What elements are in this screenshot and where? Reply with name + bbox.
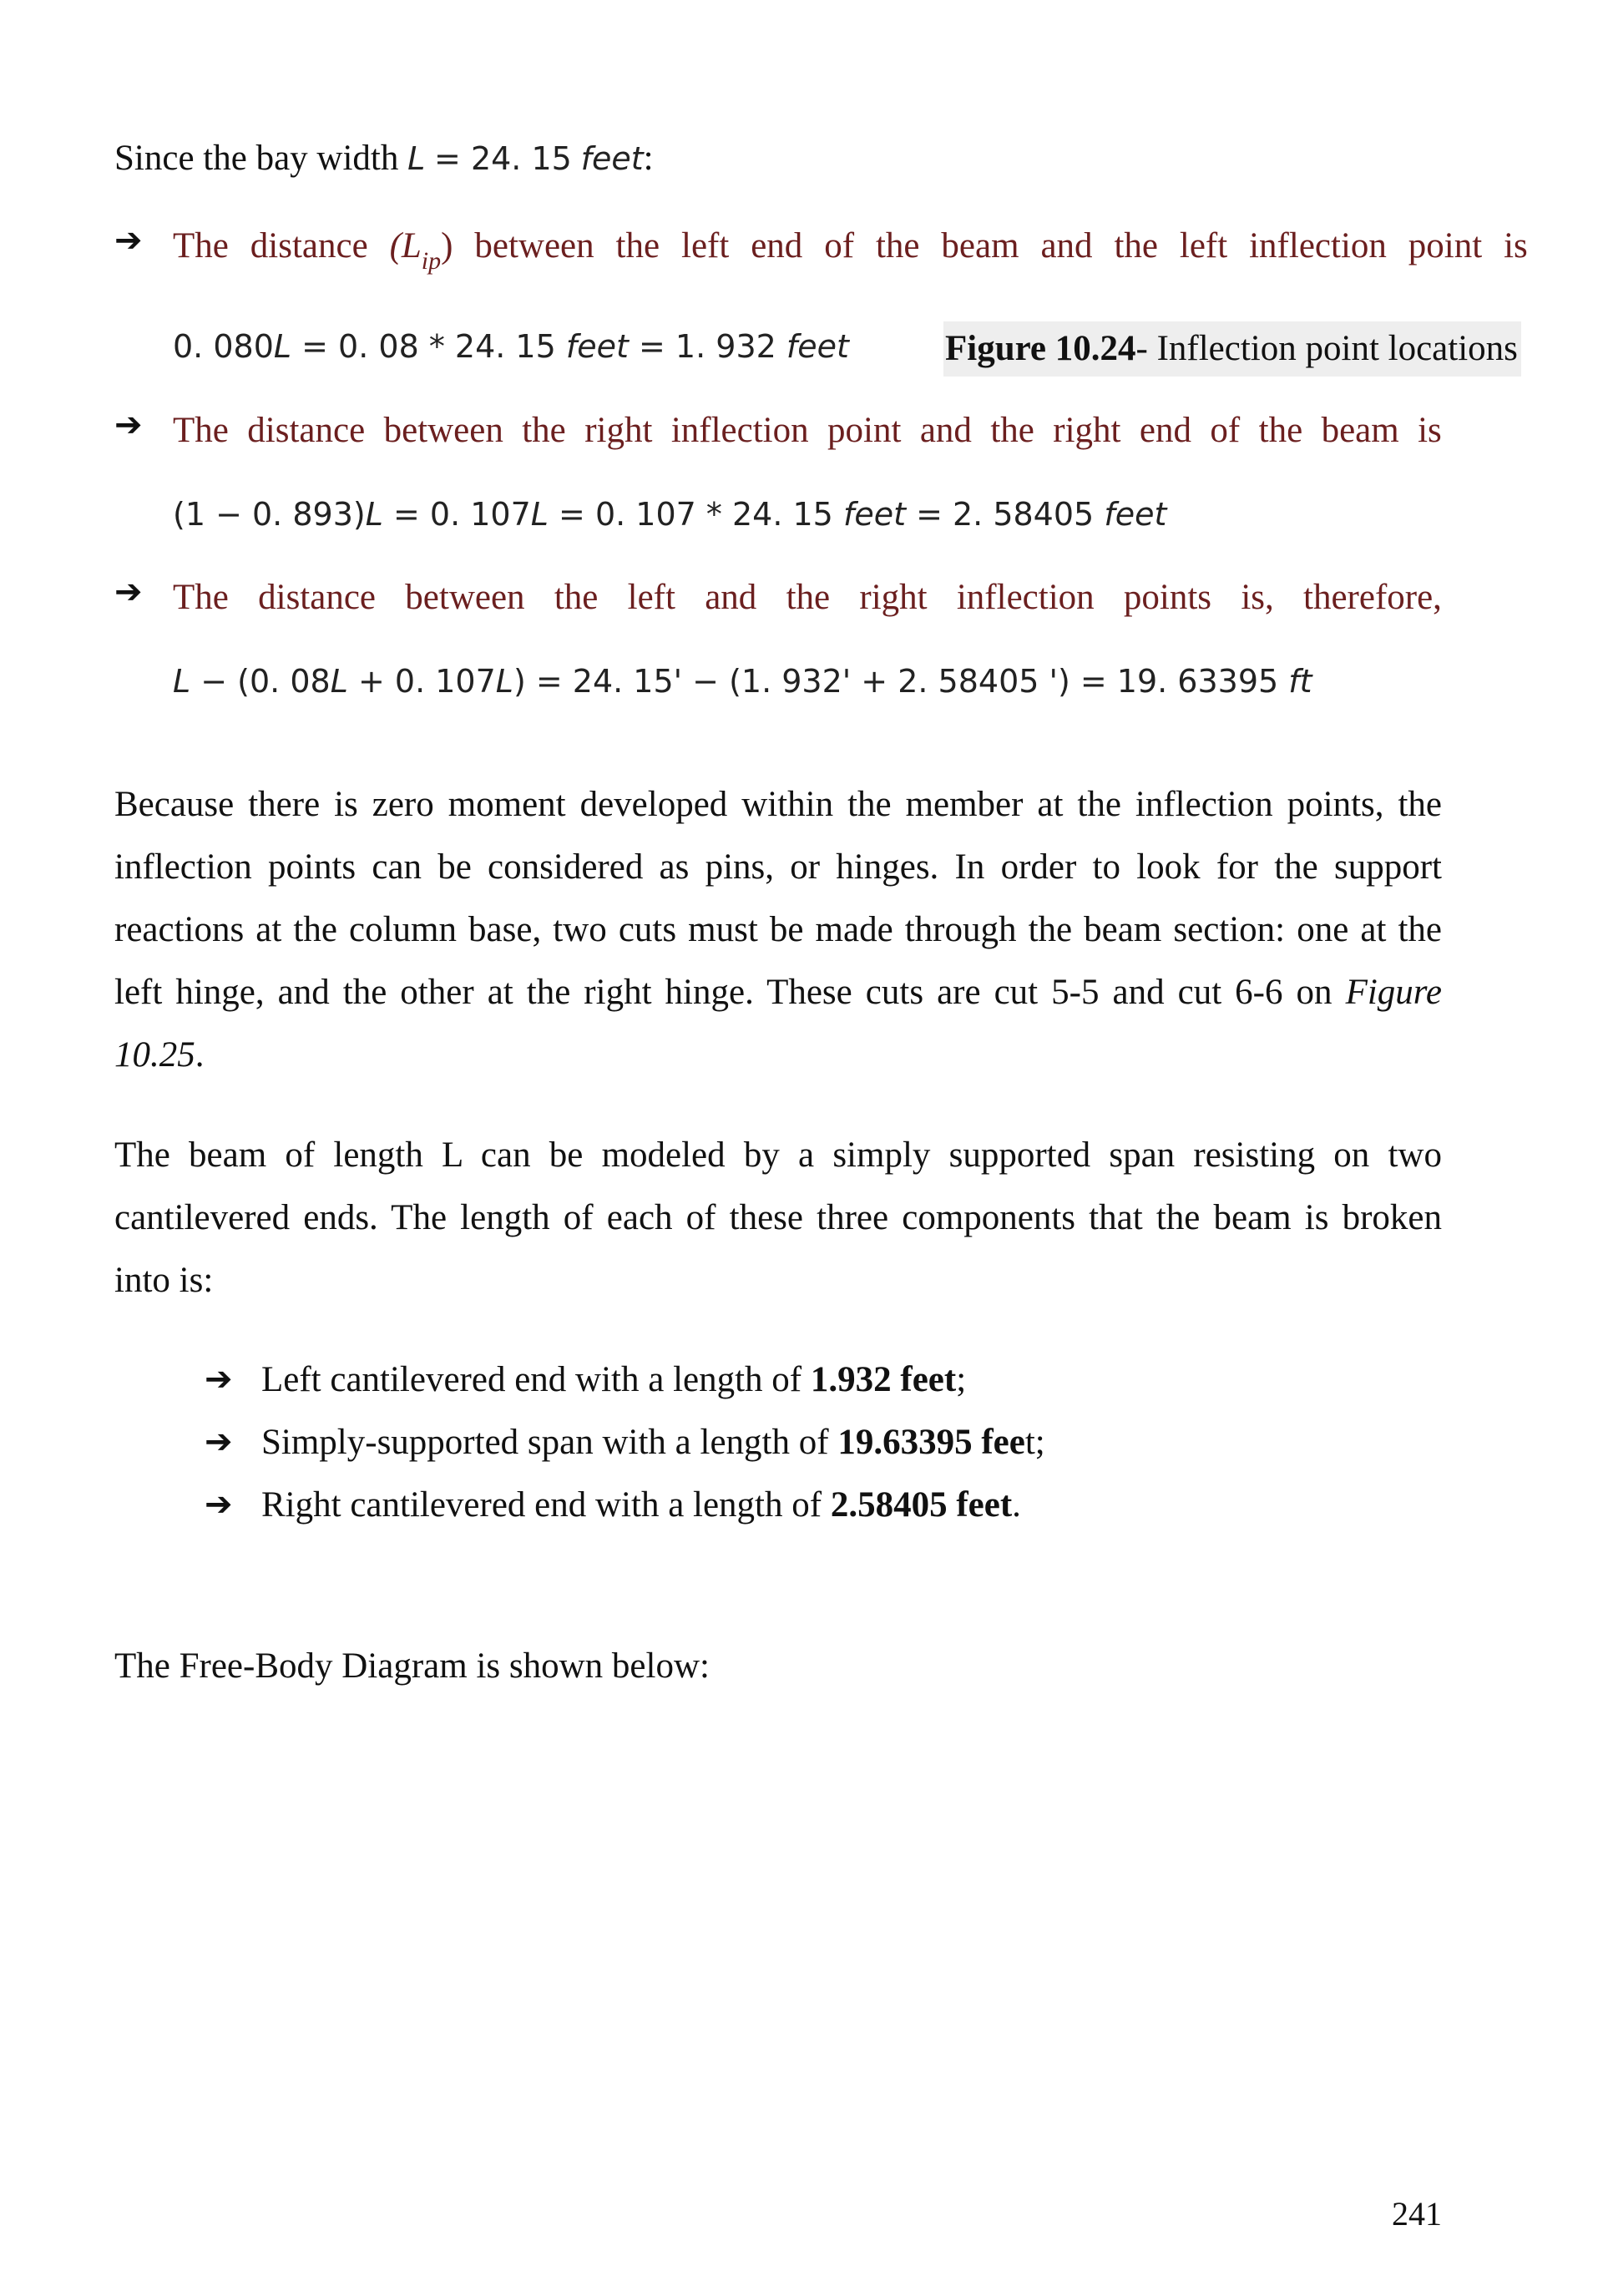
item3-equation: L − (0. 08L + 0. 107L) = 24. 15' − (1. 932' + 2. 58405 ') = 19. 63395 ft [173,663,1312,700]
item2-equation: (1 − 0. 893)L = 0. 107L = 0. 107 * 24. 15 feet = 2. 58405 feet [173,496,1167,533]
item2-text: The distance between the right inflection point and the right end of the beam is [173,411,1442,450]
word: and [1040,226,1093,266]
intro-suffix: : [643,139,654,178]
component-list [205,1348,1045,1536]
word: left [1179,226,1228,266]
figure-number: Figure 10.24 [945,329,1136,368]
word: the [1114,226,1158,266]
paragraph-fbd-intro: The Free-Body Diagram is shown below: [114,1646,710,1686]
word: end [751,226,803,266]
arrow-icon: ➔ [205,1423,233,1461]
word: the [875,226,920,266]
figure-title: - Inflection point locations [1135,329,1518,368]
arrow-icon: ➔ [205,1360,233,1398]
arrow-icon: ➔ [114,573,143,611]
intro-unit: feet [580,140,644,177]
item1-text [173,221,1528,286]
arrow-icon: ➔ [114,221,143,260]
paragraph-beam-model: The beam of length L can be modeled by a simply supported span resisting on two cantilevered ends. The length of each of these three components that the beam is broken into is: [114,1135,1442,1300]
paragraph-inflection-hinges: Because there is zero moment developed within the member at the inflection points, the inflection points can be considered as pins, or hinges. In order to look for the support reactions at the column base, two cuts must be made through the beam section: one at the left hinge, and the other at the right hinge. These cuts are cut 5-5 and cut 6-6 on Figure 10.25. [114,785,1442,1075]
word: left [681,226,730,266]
word: between [474,226,594,266]
word: distance [250,226,368,266]
word: of [824,226,855,266]
word: inflection [1249,226,1387,266]
list-item: ➔ Left cantilevered end with a length of 1.932 feet; [205,1348,1045,1411]
word: point [1408,226,1483,266]
intro-line [114,134,654,184]
word: is [1504,226,1528,266]
list-item: ➔ Right cantilevered end with a length of 2.58405 feet. [205,1474,1045,1536]
lip-symbol: $(L_{ip})$ [389,226,453,275]
intro-var: L [407,140,426,177]
item3-text: The distance between the left and the right inflection points is, therefore, [173,578,1442,617]
arrow-icon: ➔ [205,1485,233,1524]
list-item: ➔ Simply-supported span with a length of 19.63395 feet; [205,1411,1045,1474]
page-number: 241 [1392,2195,1442,2233]
figure-reference: Figure 10.25 [114,973,1442,1075]
item1-equation: 0. 080L = 0. 08 * 24. 15 feet = 1. 932 feet [173,328,849,365]
intro-eq: = 24. 15 [434,140,572,177]
word: beam [941,226,1019,266]
intro-prefix: Since the bay width [114,139,399,178]
word: The [173,226,229,266]
arrow-icon: ➔ [114,406,143,444]
figure-caption [943,321,1521,377]
word: the [615,226,660,266]
